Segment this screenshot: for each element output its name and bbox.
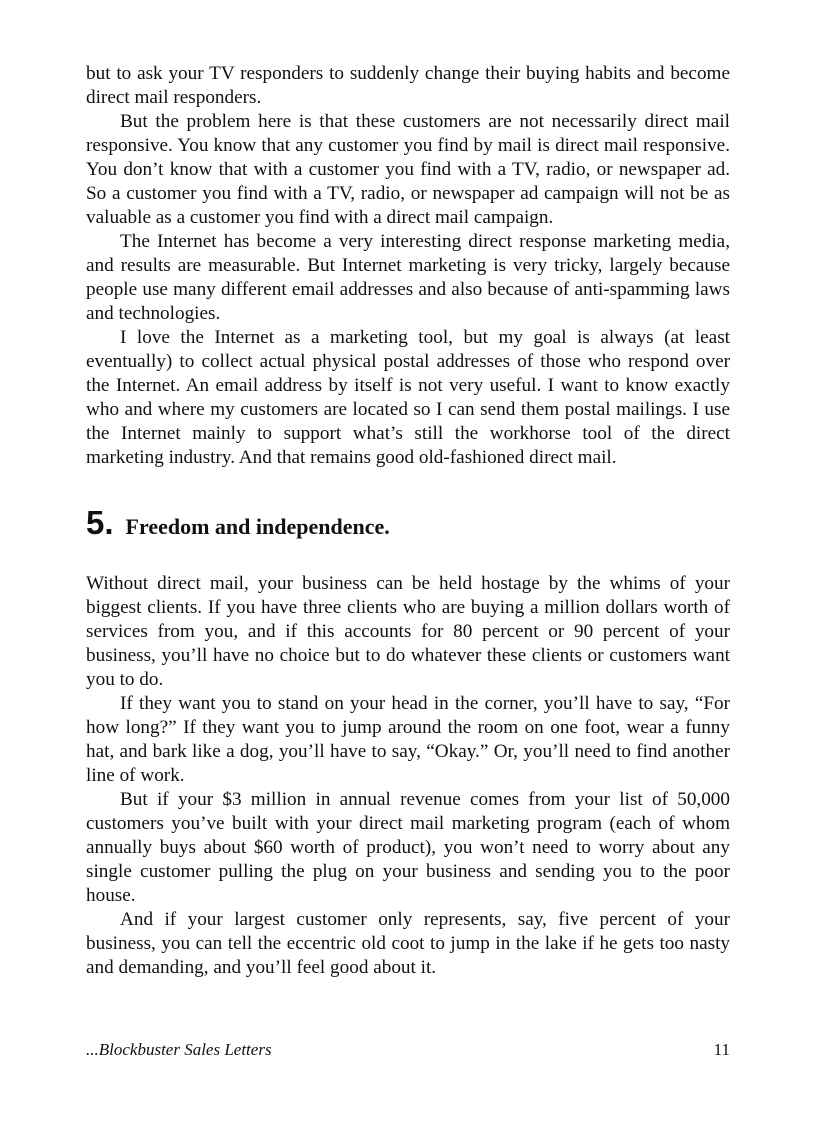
paragraph-continuation: but to ask your TV responders to suddenly change their buying habits and become direct mail responders. <box>86 63 730 108</box>
paragraph-internet-tool: I love the Internet as a marketing tool, but my goal is always (at least eventually) to collect actual physical postal addresses of those who respond over the Internet. An email address by itself is not very useful. I want to know exactly who and where my customers are located so I can send them postal mailings. I use the Internet mainly to support what’s still the workhorse tool of the direct marketing industry. And that remains good old-fashioned direct mail. <box>86 327 730 468</box>
section-title: Freedom and independence. <box>125 514 390 539</box>
page-body <box>86 62 730 980</box>
paragraph-direct-mail-responsive: But the problem here is that these customers are not necessarily direct mail responsive. You know that any customer you find by mail is direct mail responsive. You don’t know that with a customer you find with a TV, radio, or newspaper ad. So a customer you find with a TV, radio, or newspaper ad campaign will not be as valuable as a customer you find with a direct mail campaign. <box>86 111 730 228</box>
page-number: 11 <box>713 1040 730 1059</box>
section-number: 5. <box>86 504 114 541</box>
section-heading <box>86 504 730 542</box>
running-footer-title: ...Blockbuster Sales Letters <box>86 1040 272 1059</box>
paragraph-annual-revenue: But if your $3 million in annual revenue comes from your list of 50,000 customers you’ve built with your direct mail marketing program (each of whom annually buys about $60 worth of product), you won’t need to worry about any single customer pulling the plug on your business and sending you to the poor house. <box>86 789 730 906</box>
paragraph-largest-customer: And if your largest customer only represents, say, five percent of your business, you can tell the eccentric old coot to jump in the lake if he gets too nasty and demanding, and you’ll feel good about it. <box>86 909 730 978</box>
page-footer <box>86 1040 730 1060</box>
paragraph-internet-media: The Internet has become a very interesting direct response marketing media, and results are measurable. But Internet marketing is very tricky, largely because people use many different email addresses and also because of anti-spamming laws and technologies. <box>86 231 730 324</box>
paragraph-hostage: Without direct mail, your business can be held hostage by the whims of your biggest clients. If you have three clients who are buying a million dollars worth of services from you, and if this accounts for 80 percent or 90 percent of your business, you’ll have no choice but to do whatever these clients or customers want you to do. <box>86 573 730 690</box>
paragraph-stand-on-head: If they want you to stand on your head in the corner, you’ll have to say, “For how long?” If they want you to jump around the room on one foot, wear a funny hat, and bark like a dog, you’ll have to say, “Okay.” Or, you’ll need to find another line of work. <box>86 693 730 786</box>
